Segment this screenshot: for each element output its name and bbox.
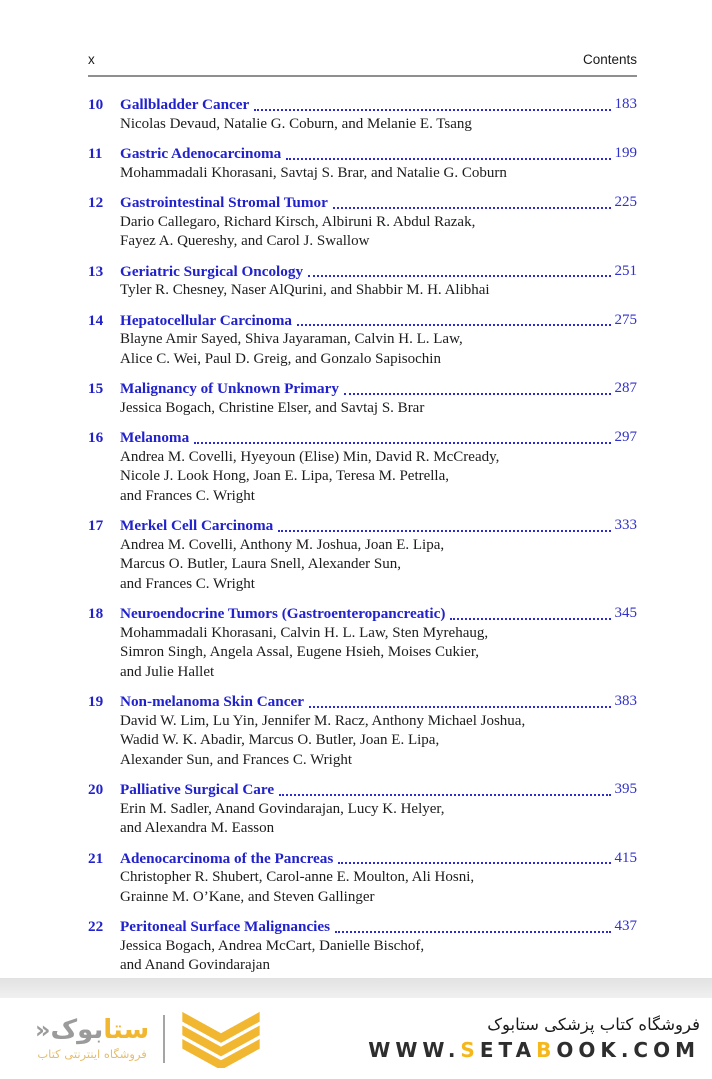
footer-separator-strip [0, 978, 712, 998]
chapter-page-number[interactable]: 333 [614, 517, 637, 533]
chapter-number: 14 [88, 311, 104, 329]
chapter-title[interactable]: Malignancy of Unknown Primary [120, 380, 339, 397]
toc-entry [88, 95, 637, 134]
author-line: Tyler R. Chesney, Naser AlQurini, and Shabbir M. H. Alibhai [120, 282, 490, 298]
chapter-title[interactable]: Peritoneal Surface Malignancies [120, 918, 331, 935]
dot-leader [308, 275, 610, 277]
dot-leader [297, 324, 611, 326]
author-line: and Alexandra M. Easson [120, 820, 275, 836]
chapter-authors [120, 937, 637, 976]
chapter-title[interactable]: Gallbladder Cancer [120, 96, 250, 113]
chapter-number: 12 [88, 194, 104, 211]
logo-wordmark-yellow: ستا [103, 1015, 150, 1045]
chapter-page-number[interactable]: 415 [614, 849, 637, 866]
chapter-number: 18 [88, 605, 104, 622]
author-line: Fayez A. Quereshy, and Carol J. Swallow [120, 233, 370, 249]
toc-entry [88, 262, 637, 301]
dot-leader [333, 207, 611, 209]
chapter-page-number[interactable]: 297 [614, 429, 637, 445]
chapter-page-number[interactable]: 437 [614, 918, 637, 934]
chapter-title[interactable]: Gastrointestinal Stromal Tumor [120, 194, 328, 211]
toc-entry-title-row [88, 780, 637, 800]
logo-wordmark-block [35, 1016, 149, 1061]
chapter-authors [120, 399, 637, 419]
toc-entry-title-row [88, 262, 637, 282]
contents-label: Contents [582, 52, 637, 67]
author-line: and Frances C. Wright [120, 487, 255, 504]
author-line: Dario Callegaro, Richard Kirsch, Albiruni R. Abdul Razak, [120, 213, 476, 230]
toc-entry [88, 604, 637, 682]
table-of-contents [88, 95, 637, 976]
dot-leader [338, 862, 610, 864]
author-line: and Frances C. Wright [120, 575, 255, 592]
chapter-authors [120, 330, 637, 369]
chapter-authors [120, 800, 637, 839]
chapter-number: 13 [88, 262, 104, 280]
website-url[interactable] [368, 1038, 700, 1062]
chapter-page-number[interactable]: 383 [614, 693, 637, 709]
author-line: Jessica Bogach, Andrea McCart, Danielle Bischof, [120, 937, 425, 954]
toc-entry-title-row [88, 379, 637, 399]
chapter-authors [120, 868, 637, 907]
logo-wordmark-gray: بوک [50, 1015, 104, 1045]
chapter-page-number[interactable]: 275 [614, 311, 637, 328]
author-line: Mohammadali Khorasani, Savtaj S. Brar, and Natalie G. Coburn [120, 164, 507, 181]
chapter-page-number[interactable]: 199 [614, 145, 637, 161]
chapter-authors [120, 448, 637, 507]
author-line: Mohammadali Khorasani, Calvin H. L. Law, Sten Myrehaug, [120, 624, 489, 641]
setabook-logo[interactable] [35, 1010, 265, 1068]
dot-leader [254, 109, 610, 111]
chapter-number: 11 [88, 145, 103, 162]
chapter-page-number[interactable]: 395 [614, 781, 637, 797]
website-url-segment: WWW. [368, 1038, 461, 1062]
toc-entry-title-row [88, 604, 637, 624]
author-line: Nicole J. Look Hong, Joan E. Lipa, Teresa M. Petrella, [120, 468, 450, 484]
chapter-authors [120, 164, 637, 184]
chapter-title[interactable]: Palliative Surgical Care [120, 781, 275, 798]
chapter-title[interactable]: Gastric Adenocarcinoma [120, 145, 282, 162]
logo-wordmark [35, 1016, 149, 1044]
toc-entry-title-row [88, 193, 637, 213]
chapter-page-number[interactable]: 225 [614, 194, 637, 210]
dot-leader [344, 393, 611, 395]
toc-entry-title-row [88, 516, 637, 536]
chapter-number: 22 [88, 918, 104, 935]
logo-guillemet: « [35, 1016, 51, 1044]
dot-leader [194, 442, 610, 444]
toc-entry-title-row [88, 95, 637, 115]
author-line: Nicolas Devaud, Natalie G. Coburn, and Melanie E. Tsang [120, 115, 472, 132]
footer-content [0, 998, 712, 1079]
chevrons-icon [177, 1010, 265, 1068]
author-line: Alice C. Wei, Paul D. Greig, and Gonzalo Sapisochin [120, 350, 441, 367]
toc-entry [88, 311, 637, 370]
toc-entry [88, 917, 637, 976]
chapter-number: 19 [88, 693, 104, 710]
author-line: Alexander Sun, and Frances C. Wright [120, 751, 352, 768]
chapter-authors [120, 712, 637, 771]
chapter-page-number[interactable]: 345 [614, 605, 637, 621]
chapter-page-number[interactable]: 183 [614, 96, 637, 112]
toc-entry [88, 780, 637, 839]
footer-right-block [368, 1015, 704, 1062]
chapter-authors [120, 536, 637, 595]
website-url-segment: OOK.COM [556, 1038, 700, 1062]
chapter-authors [120, 213, 637, 252]
chapter-title[interactable]: Non-melanoma Skin Cancer [120, 693, 304, 710]
chapter-title[interactable]: Melanoma [120, 429, 190, 446]
website-url-segment: ETA [479, 1038, 537, 1062]
toc-entry [88, 849, 637, 908]
dot-leader [450, 618, 610, 620]
author-line: Simron Singh, Angela Assal, Eugene Hsieh, Moises Cukier, [120, 644, 479, 660]
toc-entry [88, 193, 637, 252]
website-url-segment: S [460, 1038, 480, 1062]
store-title-farsi: فروشگاه کتاب پزشکی ستابوک [487, 1015, 700, 1034]
toc-entry [88, 516, 637, 594]
toc-entry-title-row [88, 917, 637, 937]
author-line: Wadid W. K. Abadir, Marcus O. Butler, Joan E. Lipa, [120, 732, 440, 748]
dot-leader [278, 530, 610, 532]
author-line: Jessica Bogach, Christine Elser, and Savtaj S. Brar [120, 399, 425, 416]
website-url-segment: B [536, 1038, 557, 1062]
dot-leader [279, 794, 610, 796]
toc-entry-title-row [88, 144, 637, 164]
toc-entry [88, 428, 637, 506]
author-line: and Anand Govindarajan [120, 957, 270, 973]
chapter-page-number[interactable]: 287 [614, 380, 637, 396]
logo-divider [163, 1015, 165, 1063]
logo-tagline: فروشگاه اینترنتی کتاب [37, 1047, 147, 1061]
chapter-authors [120, 281, 637, 301]
chapter-title[interactable]: Hepatocellular Carcinoma [120, 311, 292, 329]
chapter-number: 15 [88, 380, 104, 397]
toc-entry-title-row [88, 692, 637, 712]
chapter-title[interactable]: Adenocarcinoma of the Pancreas [120, 849, 334, 867]
chapter-number: 17 [88, 517, 104, 534]
author-line: Andrea M. Covelli, Hyeyoun (Elise) Min, David R. McCready, [120, 448, 500, 465]
chapter-title[interactable]: Merkel Cell Carcinoma [120, 517, 274, 534]
chapter-number: 21 [88, 849, 104, 867]
toc-entry [88, 692, 637, 770]
toc-entry-title-row [88, 428, 637, 448]
page-header [88, 52, 637, 77]
chapter-page-number[interactable]: 251 [614, 262, 637, 279]
author-line: Christopher R. Shubert, Carol-anne E. Moulton, Ali Hosni, [120, 869, 475, 885]
chapter-authors [120, 624, 637, 683]
toc-entry-title-row [88, 849, 637, 869]
dot-leader [335, 931, 610, 933]
author-line: David W. Lim, Lu Yin, Jennifer M. Racz, Anthony Michael Joshua, [120, 712, 526, 729]
author-line: Andrea M. Covelli, Anthony M. Joshua, Joan E. Lipa, [120, 536, 445, 553]
dot-leader [309, 706, 611, 708]
toc-entry-title-row [88, 311, 637, 331]
author-line: Blayne Amir Sayed, Shiva Jayaraman, Calvin H. L. Law, [120, 331, 463, 347]
author-line: Grainne M. O’Kane, and Steven Gallinger [120, 888, 375, 905]
chapter-title[interactable]: Geriatric Surgical Oncology [120, 262, 304, 280]
toc-entry [88, 379, 637, 418]
chapter-authors [120, 115, 637, 135]
author-line: Marcus O. Butler, Laura Snell, Alexander Sun, [120, 556, 402, 572]
toc-entry [88, 144, 637, 183]
chapter-number: 10 [88, 96, 104, 113]
chapter-number: 16 [88, 429, 104, 446]
chapter-title[interactable]: Neuroendocrine Tumors (Gastroenteropancreatic) [120, 605, 446, 622]
chapter-number: 20 [88, 781, 104, 798]
page-number-roman: x [88, 52, 95, 67]
dot-leader [286, 158, 610, 160]
footer-banner [0, 978, 712, 1079]
author-line: and Julie Hallet [120, 663, 215, 680]
author-line: Erin M. Sadler, Anand Govindarajan, Lucy K. Helyer, [120, 800, 445, 817]
